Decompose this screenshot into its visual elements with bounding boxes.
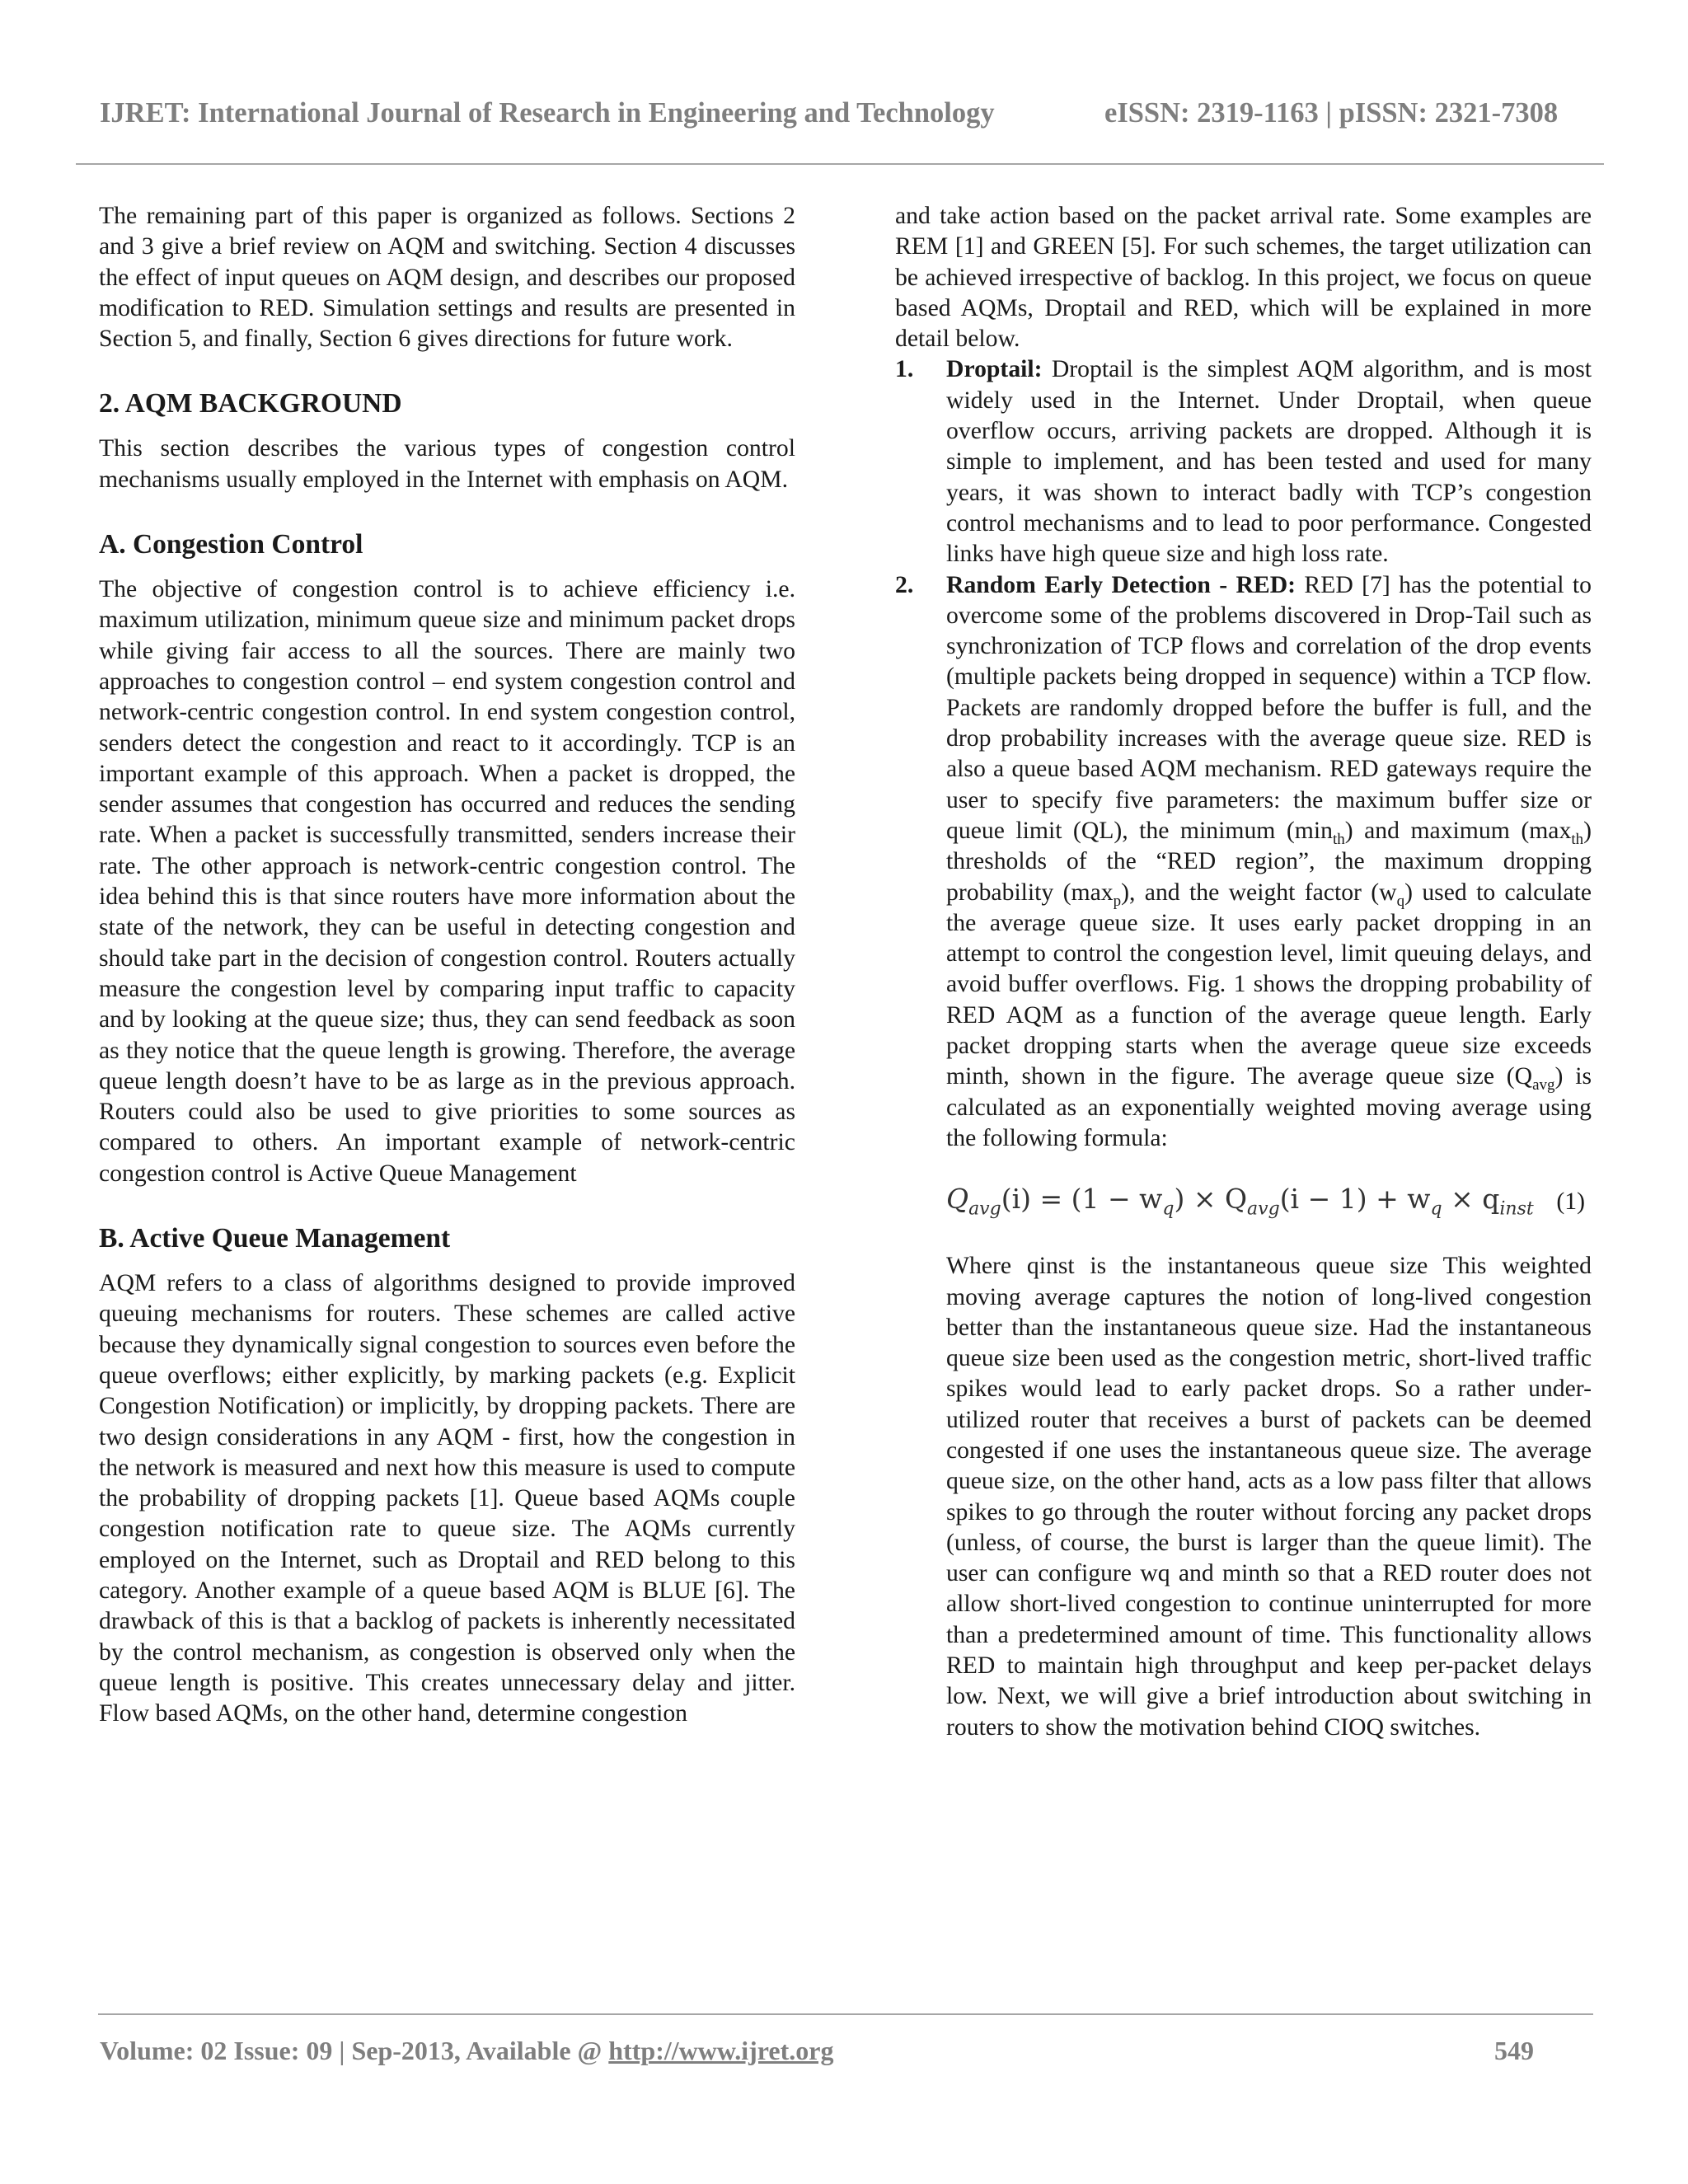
list-item-droptail (895, 354, 1592, 569)
droptail-paragraph (946, 354, 1592, 569)
subscript: th (1332, 830, 1345, 848)
droptail-text: Droptail is the simplest AQM algorithm, and is most widely used in the Internet. Under Droptail, when queue overflow occurs, arriving packets are dropped. Although it is simple to implement, and has been tested and used for many years, it was shown to interact badly with TCP’s congestion control mechanisms and to lead to poor performance. Congested links have high queue size and high loss rate. (946, 356, 1592, 568)
subscript: q (1396, 892, 1405, 910)
intro-paragraph: The remaining part of this paper is organized as follows. Sections 2 and 3 give a brief review on AQM and switching. Section 4 discusses the effect of input queues on AQM design, and describes our proposed modification to RED. Simulation settings and results are presented in Section 5, and finally, Section 6 gives directions for future work. (99, 203, 795, 353)
subsection-b-heading: B. Active Queue Management (99, 1223, 451, 1254)
red-term: Random Early Detection - RED: (946, 571, 1296, 598)
red-text: ) thresholds of the “RED region”, the maximum dropping probability (max (946, 817, 1592, 906)
red-text: ) and maximum (max (1344, 817, 1572, 844)
right-column (895, 201, 1592, 1743)
after-equation-block (895, 1251, 1592, 1743)
red-text: ), and the weight factor (w (1121, 879, 1397, 906)
issn-numbers: eISSN: 2319-1163 | pISSN: 2321-7308 (1104, 97, 1559, 129)
red-paragraph (946, 570, 1592, 1155)
aqm-paragraph: AQM refers to a class of algorithms designed to provide improved queuing mechanisms for routers. These schemes are called active because they dynamically signal congestion to sources even before the queue overflows; either explicitly, by marking packets (e.g. Explicit Congestion Notification) or implicitly, by dropping packets. There are two design considerations in any AQM - first, how the congestion in the network is measured and next how this measure is used to compute the probability of dropping packets [1]. Queue based AQMs couple congestion notification rate to queue size. The AQMs currently employed on the Internet, such as Droptail and RED belong to this category. Another example of a queue based AQM is BLUE [6]. The drawback of this is that a backlog of packets is inherently necessitated by the control mechanism, as congestion is observed only when the queue length is positive. This creates unnecessary delay and jitter. Flow based AQMs, on the other hand, determine congestion (99, 1270, 795, 1727)
subscript: th (1571, 830, 1584, 848)
list-number: 1. (895, 356, 914, 383)
page-footer (0, 2036, 1688, 2077)
congestion-control-paragraph: The objective of congestion control is to achieve efficiency i.e. maximum utilization, minimum queue size and minimum packet drops while giving fair access to all the sources. There are mainly two approaches to congestion control – end system congestion control and network-centric congestion control. In end system congestion control, senders detect the congestion and react to it accordingly. TCP is an important example of this approach. When a packet is dropped, the sender assumes that congestion has occurred and reduces the sending rate. When a packet is successfully transmitted, senders increase their rate. The other approach is network-centric congestion control. The idea behind this is that since routers have more information about the state of the network, they can be useful in detecting congestion and should take part in the decision of congestion control. Routers actually measure the congestion level by comparing input traffic to capacity and by looking at the queue size; thus, they can send feedback as soon as they notice that the queue length is growing. Therefore, the average queue length doesn’t have to be as large as in the previous approach. Routers could also be used to give priorities to some sources as compared to others. An important example of network-centric congestion control is Active Queue Management (99, 576, 795, 1187)
subscript: avg (1532, 1076, 1555, 1094)
volume-info: Volume: 02 Issue: 09 | Sep-2013, Available @ http://www.ijret.org (100, 2036, 834, 2065)
after-equation-paragraph: Where qinst is the instantaneous queue size This weighted moving average captures the notion of long-lived congestion better than the instantaneous queue size. Had the instantaneous queue size been used as the congestion metric, short-lived traffic spikes would lead to early packet drops. So a rather under-utilized router that receives a burst of packets can be deemed congested if one uses the instantaneous queue size. The average queue size, on the other hand, acts as a low pass filter that allows spikes to go through the router without forcing any packet drops (unless, of course, the burst is larger than the queue limit). The user can configure wq and minth so that a RED router does not allow short-lived congestion to continue uninterrupted for more than a predetermined amount of time. This functionality allows RED to maintain high throughput and keep per-packet delays low. Next, we will give a brief introduction about switching in routers to show the motivation behind CIOQ switches. (946, 1253, 1592, 1741)
footer-rule (98, 2013, 1593, 2015)
droptail-term: Droptail: (946, 356, 1043, 383)
continuation-paragraph: and take action based on the packet arrival rate. Some examples are REM [1] and GREEN [5]. For such schemes, the target utilization can be achieved irrespective of backlog. In this project, we focus on queue based AQMs, Droptail and RED, which will be explained in more detail below. (895, 203, 1592, 353)
red-text: ) used to calculate the average queue size. It uses early packet dropping in an attempt to control the congestion level, limit queuing delays, and avoid buffer overflows. Fig. 1 shows the dropping probability of RED AQM as a function of the average queue length. Early packet dropping starts when the average queue size exceeds minth, shown in the figure. The average queue size (Q (946, 879, 1592, 1090)
equation-formula: $Q_{avg}(i) = (1 - w_q) \times Q_{avg}(i - 1) + w_q \times q_{inst}$ (946, 1183, 1534, 1220)
left-column (99, 201, 795, 1729)
page-header (0, 97, 1688, 138)
red-text: RED [7] has the potential to overcome some of the problems discovered in Drop-Tail such as synchronization of TCP flows and correlation of the drop events (multiple packets being dropped in sequence) within a TCP flow. Packets are randomly dropped before the buffer is full, and the drop probability increases with the average queue size. RED is also a queue based AQM mechanism. RED gateways require the user to specify five parameters: the maximum buffer size or queue limit (QL), the minimum (min (946, 571, 1592, 844)
journal-title: IJRET: International Journal of Research in Engineering and Technology (100, 97, 995, 129)
red-text: ) is calculated as an exponentially weighted moving average using the following formula: (946, 1063, 1592, 1151)
subsection-a-heading: A. Congestion Control (99, 529, 363, 560)
subscript: p (1113, 892, 1122, 910)
section-2-heading: 2. AQM BACKGROUND (99, 388, 402, 419)
journal-link[interactable]: http://www.ijret.org (608, 2036, 834, 2065)
list-item-red (895, 570, 1592, 1155)
list-number: 2. (895, 571, 914, 598)
equation-number: (1) (1556, 1188, 1585, 1216)
header-rule (76, 163, 1604, 165)
page-number: 549 (1494, 2036, 1534, 2065)
equation-1 (895, 1175, 1592, 1233)
section-2-paragraph: This section describes the various types of congestion control mechanisms usually employed in the Internet with emphasis on AQM. (99, 435, 795, 493)
